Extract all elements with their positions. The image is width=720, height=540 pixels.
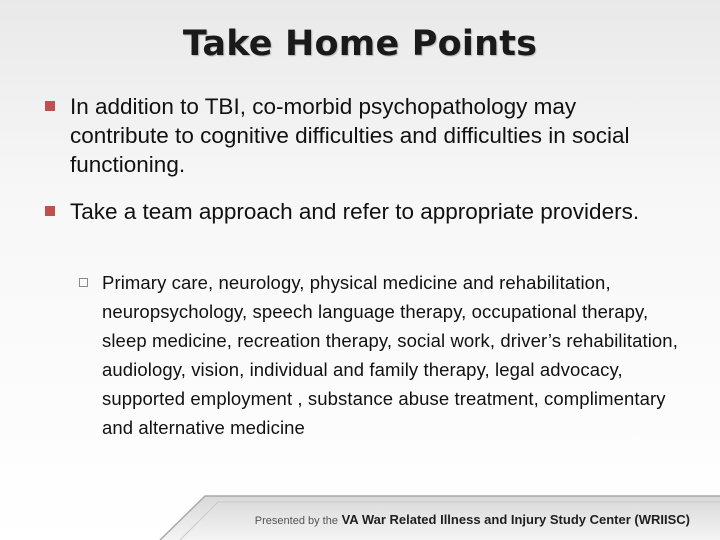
slide-title: Take Home Points	[182, 24, 538, 64]
bullet-item	[70, 197, 670, 226]
footer-credit	[255, 512, 690, 527]
footer-presented-by: Presented by the	[254, 515, 338, 527]
bullet-item	[70, 92, 670, 179]
bullet-marker-icon	[45, 101, 55, 111]
sub-bullet-item	[102, 268, 682, 442]
footer-swoosh-graphic	[0, 480, 720, 540]
bullet-text: Take a team approach and refer to appropriate providers.	[70, 199, 640, 224]
bullet-text: In addition to TBI, co-morbid psychopathology may contribute to cognitive difficulties and difficulties in social functioning.	[70, 94, 630, 177]
sub-bullet-marker-icon	[79, 278, 88, 287]
sub-bullet-text: Primary care, neurology, physical medicine and rehabilitation, neuropsychology, speech language therapy, occupational therapy, sleep medicine, recreation therapy, social work, driver’s rehabilitation, audiology, vision, individual and family therapy, legal advocacy, supported employment , substance abuse treatment, complimentary and alternative medicine	[102, 272, 678, 438]
footer-organization: VA War Related Illness and Injury Study Center (WRIISC)	[341, 512, 690, 527]
bullet-marker-icon	[45, 206, 55, 216]
footer-banner	[0, 480, 720, 540]
